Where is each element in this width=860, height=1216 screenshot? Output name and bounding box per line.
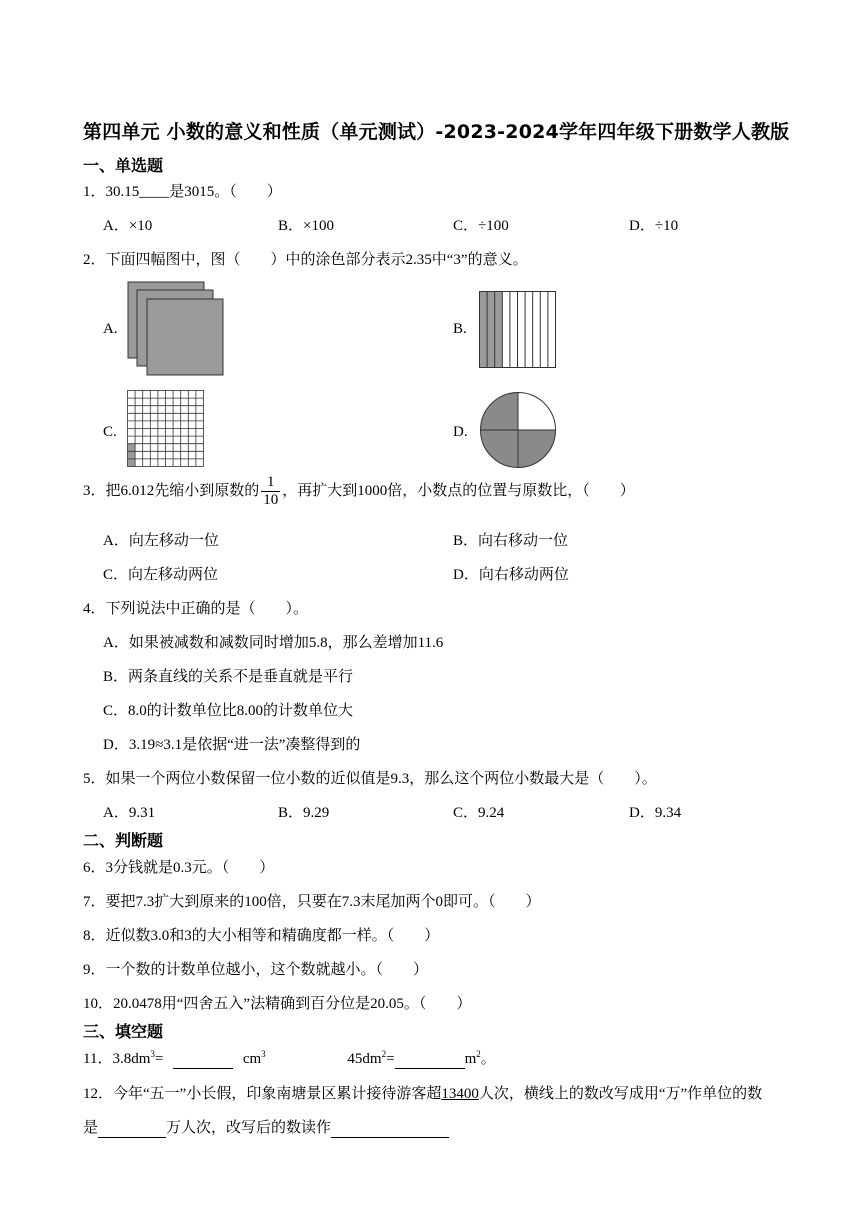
question-5-stem: 5．如果一个两位小数保留一位小数的近似值是9.3，那么这个两位小数最大是（ ）。 xyxy=(83,771,657,787)
q3-option-b[interactable]: B．向右移动一位 xyxy=(453,533,569,549)
q1-option-b[interactable]: B．×100 xyxy=(278,218,334,234)
question-6: 6．3分钱就是0.3元。（ ） xyxy=(83,860,275,876)
figure-d-circle-quarters xyxy=(479,391,557,469)
underlined-number: 13400 xyxy=(441,1086,479,1102)
question-7: 7．要把7.3扩大到原来的100倍，只要在7.3末尾加两个0即可。（ ） xyxy=(83,894,541,910)
question-3-stem: 3．把6.012先缩小到原数的 $\frac{1}{10}$ ，再扩大到1000倍，小数点的位置与原数比，（ ） xyxy=(83,474,635,509)
question-12-line1: 12．今年“五一”小长假，印象南塘景区累计接待游客超13400人次，横线上的数改写成用“万”作单位的数 xyxy=(83,1086,763,1102)
q4-option-b[interactable]: B．两条直线的关系不是垂直就是平行 xyxy=(103,669,354,685)
q1-option-c[interactable]: C．÷100 xyxy=(453,218,509,234)
q5-option-d[interactable]: D．9.34 xyxy=(629,805,682,821)
question-4-stem: 4．下列说法中正确的是（ ）。 xyxy=(83,601,309,617)
q2-label-a[interactable]: A. xyxy=(103,321,118,337)
question-12-line2: 是 万人次，改写后的数读作 xyxy=(83,1116,449,1138)
q2-label-c[interactable]: C. xyxy=(103,424,117,440)
answer-blank-reading[interactable] xyxy=(331,1120,449,1138)
section-heading-single-choice: 一、单选题 xyxy=(83,156,164,175)
figure-a-three-squares xyxy=(127,281,227,377)
q5-option-c[interactable]: C．9.24 xyxy=(453,805,505,821)
section-heading-true-false: 二、判断题 xyxy=(83,831,164,850)
q1-option-a[interactable]: A．×10 xyxy=(103,218,153,234)
question-2-stem: 2．下面四幅图中，图（ ）中的涂色部分表示2.35中“3”的意义。 xyxy=(83,252,528,268)
question-1-stem: 1．30.15____是3015。（ ） xyxy=(83,184,282,200)
q4-option-c[interactable]: C．8.0的计数单位比8.00的计数单位大 xyxy=(103,703,354,719)
question-10: 10．20.0478用“四舍五入”法精确到百分位是20.05。（ ） xyxy=(83,996,472,1012)
figure-b-tenths-strip xyxy=(479,291,559,371)
q1-option-d[interactable]: D．÷10 xyxy=(629,218,679,234)
q3-option-c[interactable]: C．向左移动两位 xyxy=(103,567,219,583)
q5-option-b[interactable]: B．9.29 xyxy=(278,805,330,821)
answer-blank-cm3[interactable] xyxy=(173,1051,233,1069)
question-11: 11．$3.8dm^3=$ $cm^3$ $45dm^2= m^2$。 xyxy=(83,1049,496,1067)
q3-option-a[interactable]: A．向左移动一位 xyxy=(103,533,219,549)
section-heading-fill-in: 三、填空题 xyxy=(83,1022,164,1041)
answer-blank-m2[interactable] xyxy=(395,1051,465,1069)
fraction-one-tenth: $\frac{1}{10}$ xyxy=(263,474,279,509)
page-title: 第四单元 小数的意义和性质（单元测试）-2023-2024学年四年级下册数学人教版 xyxy=(83,121,790,143)
q3-option-d[interactable]: D．向右移动两位 xyxy=(453,567,569,583)
q4-option-a[interactable]: A．如果被减数和减数同时增加5.8，那么差增加11.6 xyxy=(103,635,444,651)
figure-c-hundredths-grid xyxy=(127,390,207,470)
answer-blank-wan[interactable] xyxy=(98,1120,166,1138)
q5-option-a[interactable]: A．9.31 xyxy=(103,805,156,821)
q2-label-b[interactable]: B. xyxy=(453,321,467,337)
question-8: 8．近似数3.0和3的大小相等和精确度都一样。（ ） xyxy=(83,928,440,944)
q2-label-d[interactable]: D. xyxy=(453,424,468,440)
question-9: 9．一个数的计数单位越小，这个数就越小。（ ） xyxy=(83,962,429,978)
q4-option-d[interactable]: D．3.19≈3.1是依据“进一法”凑整得到的 xyxy=(103,737,361,753)
